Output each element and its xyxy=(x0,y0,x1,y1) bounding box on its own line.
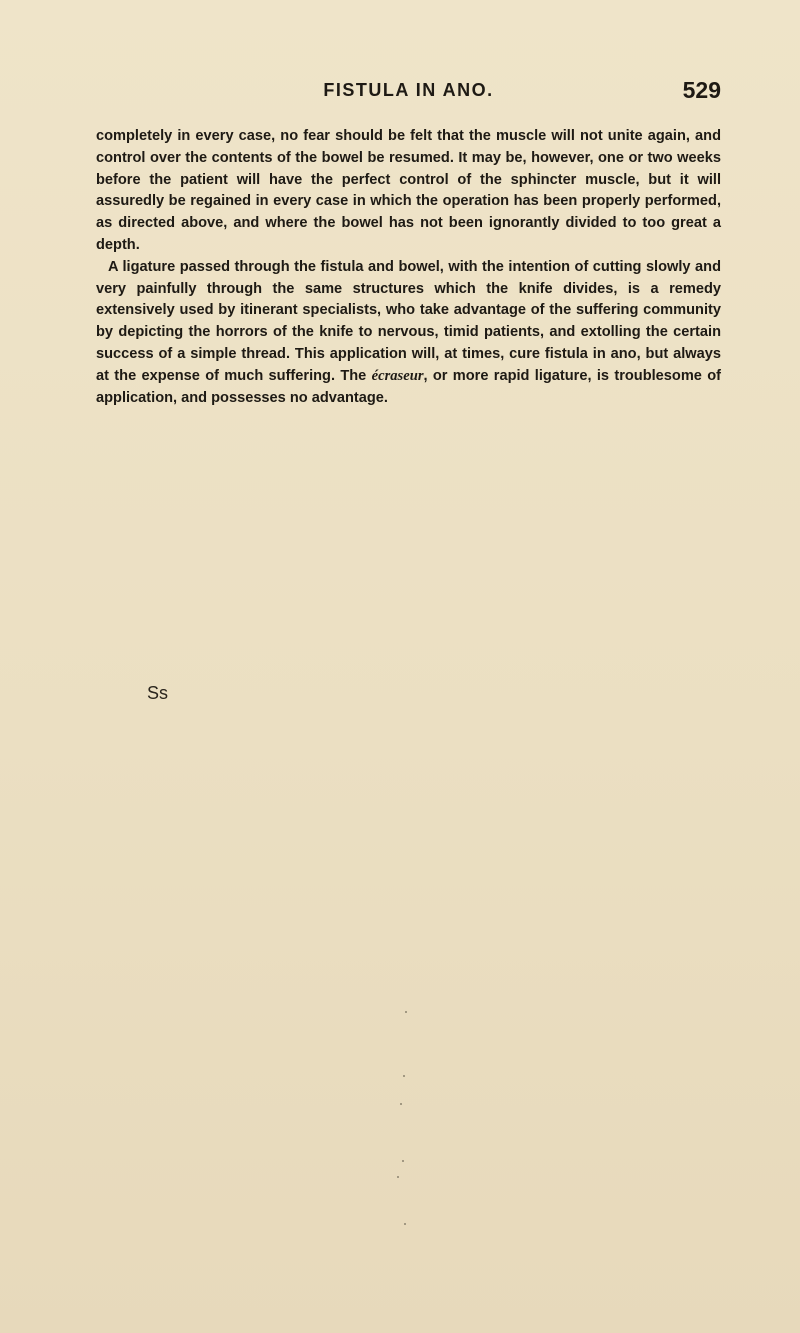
printer-signature-mark: Ss xyxy=(147,683,169,703)
paper-speck xyxy=(402,1160,404,1162)
paragraph-2-italic-term: écraseur xyxy=(371,367,424,384)
paper-speck xyxy=(405,1011,407,1013)
paragraph-2-text-after: , or more rapid ligature, is troublesome of application, and possesses no advantage. xyxy=(96,367,721,406)
paper-speck xyxy=(397,1176,399,1178)
paper-speck xyxy=(400,1103,402,1105)
running-title: FISTULA IN ANO. xyxy=(323,80,494,100)
page-number: 529 xyxy=(682,77,721,103)
paragraph-2 xyxy=(96,257,721,410)
page-header xyxy=(96,77,721,108)
paper-speck xyxy=(403,1075,405,1077)
body-text xyxy=(96,126,721,409)
paragraph-2-text-before: A ligature passed through the fistula and bowel, with the intention of cutting slowly and very painfully through the same structures which the knife divides, is a remedy extensively used by itinerant specialists, who take advantage of the suffering community by depicting the horrors of the knife to nervous, timid patients, and extolling the certain success of a simple thread. This application will, at times, cure fistula in ano, but always at the expense of much suffering. The xyxy=(96,258,721,384)
paragraph-1: completely in every case, no fear should be felt that the muscle will not unite again, and control over the contents of the bowel be resumed. It may be, however, one or two weeks before the patient will have the perfect control of the sphincter muscle, but it will assuredly be regained in every case in which the operation has been properly performed, as directed above, and where the bowel has not been ignorantly divided to too great a depth. xyxy=(96,128,721,253)
paper-speck xyxy=(404,1223,406,1225)
